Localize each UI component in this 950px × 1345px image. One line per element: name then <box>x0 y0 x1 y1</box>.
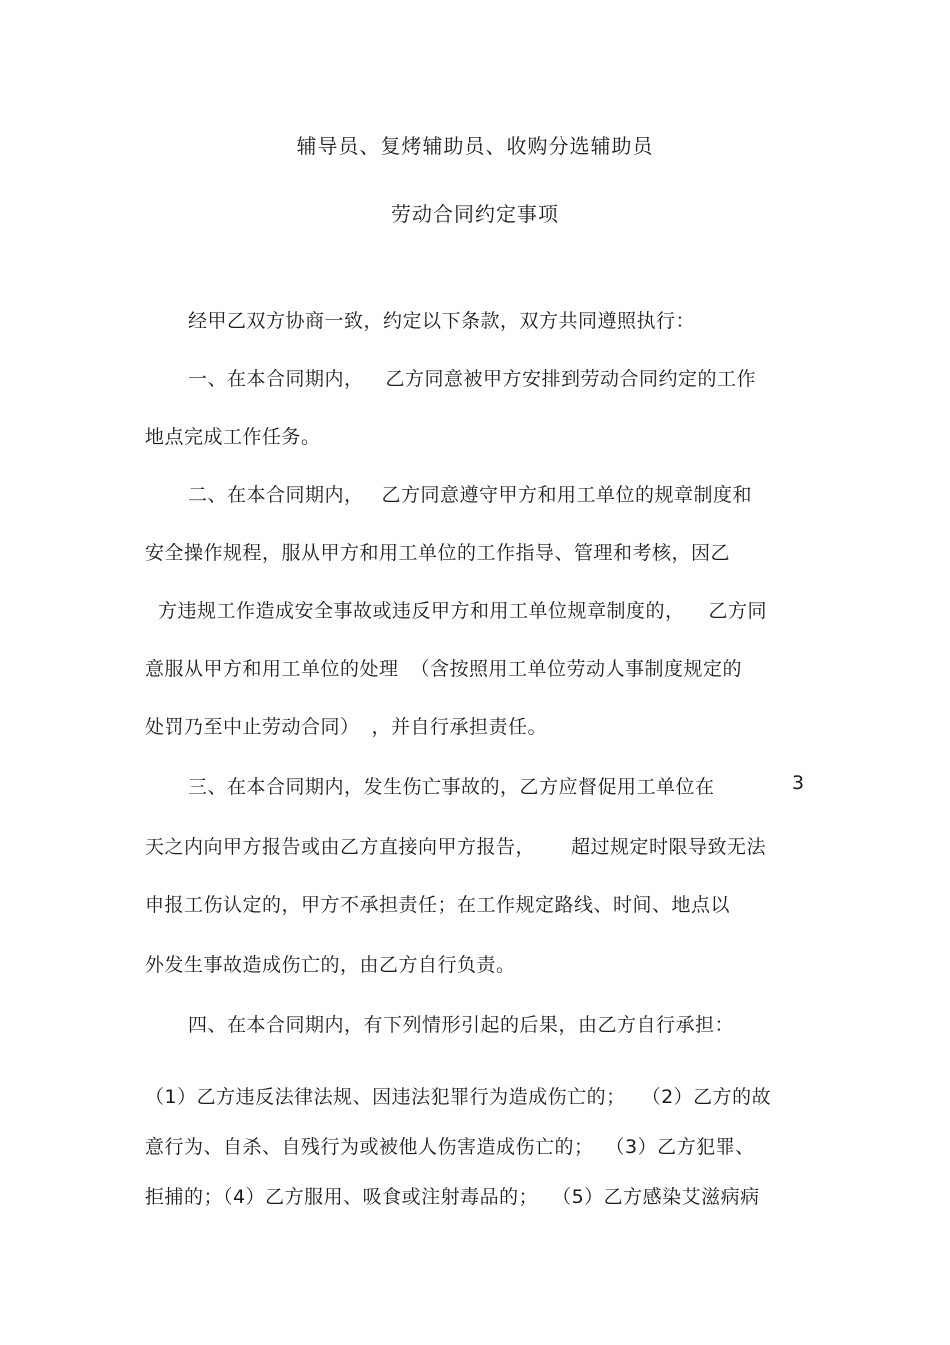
clause2-line4 <box>145 654 742 681</box>
clause2-line3-part-a: 方违规工作造成安全事故或违反甲方和用工单位规章制度的， <box>158 600 685 622</box>
clause2-line1 <box>188 480 752 507</box>
clause4-line4-part-b: （5）乙方感染艾滋病病 <box>552 1186 760 1208</box>
clause1-line2: 地点完成工作任务。 <box>145 426 321 448</box>
clause1-line1-part-b: 乙方同意被甲方安排到劳动合同约定的工作 <box>385 368 757 390</box>
document-title-line2: 劳动合同约定事项 <box>391 202 559 226</box>
clause3-line4: 外发生事故造成伤亡的，由乙方自行负责。 <box>145 954 516 976</box>
clause3-days-number: 3 <box>792 772 805 794</box>
clause4-line2 <box>145 1082 771 1109</box>
clause2-line5-part-a: 处罚乃至中止劳动合同） <box>145 716 360 738</box>
clause3-line2-part-b: 超过规定时限导致无法 <box>571 836 767 858</box>
intro-paragraph: 经甲乙双方协商一致，约定以下条款，双方共同遵照执行： <box>188 310 696 332</box>
clause4-line3-part-a: 意行为、自杀、自残行为或被他人伤害造成伤亡的； <box>145 1136 594 1158</box>
clause3-line1: 三、在本合同期内，发生伤亡事故的，乙方应督促用工单位在 <box>188 776 715 798</box>
clause2-line1-part-a: 二、在本合同期内， <box>188 484 364 506</box>
clause4-line4-part-a: 拒捕的；（4）乙方服用、吸食或注射毒品的； <box>145 1186 539 1208</box>
clause3-line2 <box>145 832 766 859</box>
clause2-line3 <box>158 596 767 623</box>
clause3-line3: 申报工伤认定的，甲方不承担责任；在工作规定路线、时间、地点以 <box>145 894 731 916</box>
clause2-line1-part-b: 乙方同意遵守甲方和用工单位的规章制度和 <box>381 484 753 506</box>
clause2-line4-part-a: 意服从甲方和用工单位的处理 <box>145 658 399 680</box>
clause4-line3 <box>145 1132 755 1159</box>
clause2-line5-part-b: ，并自行承担责任。 <box>371 716 548 738</box>
clause1-line1 <box>188 364 756 391</box>
clause4-line4 <box>145 1182 760 1209</box>
clause3-line2-part-a: 天之内向甲方报告或由乙方直接向甲方报告， <box>145 836 536 858</box>
document-title-line1: 辅导员、复烤辅助员、收购分选辅助员 <box>296 134 654 158</box>
clause4-line2-part-b: （2）乙方的故 <box>641 1086 772 1108</box>
clause2-line5 <box>145 712 547 739</box>
clause1-line1-part-a: 一、在本合同期内， <box>188 368 364 390</box>
clause2-line2: 安全操作规程，服从甲方和用工单位的工作指导、管理和考核，因乙 <box>145 542 731 564</box>
clause2-line4-part-b: （含按照用工单位劳动人事制度规定的 <box>410 658 743 680</box>
clause4-line1: 四、在本合同期内，有下列情形引起的后果，由乙方自行承担： <box>188 1014 735 1036</box>
clause4-line2-part-a: （1）乙方违反法律法规、因违法犯罪行为造成伤亡的； <box>145 1086 626 1108</box>
clause4-line3-part-b: （3）乙方犯罪、 <box>605 1136 755 1158</box>
clause2-line3-part-b: 乙方同 <box>708 600 768 622</box>
